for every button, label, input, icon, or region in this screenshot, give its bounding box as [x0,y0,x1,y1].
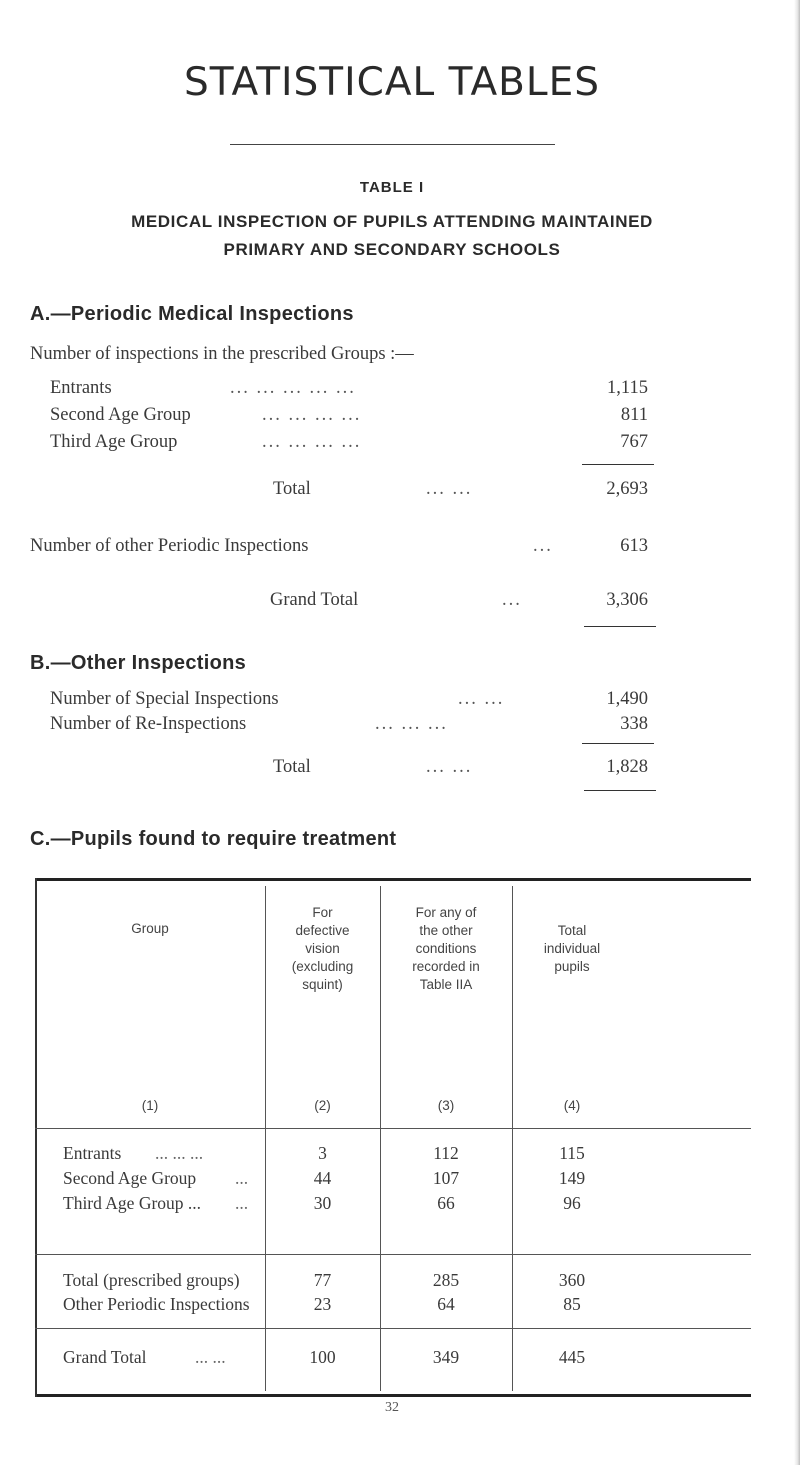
table-cell: 285 [432,1270,460,1290]
title-rule [230,144,555,145]
row-label: Number of other Periodic Inspections [30,536,309,556]
header-group-number: (1) [141,1098,159,1113]
row-label: Second Age Group [50,405,191,425]
header-line: defective [295,923,350,938]
header-rule [35,1128,751,1129]
table-cell: 23 [313,1294,332,1314]
table-cell: 112 [433,1143,459,1163]
header-number: (4) [563,1098,581,1113]
leader-dots: ... [502,590,522,610]
leader-dots: ... ... [195,1347,226,1367]
header-line: pupils [554,959,590,974]
row-value: 2,693 [606,479,648,499]
subtotal-rule [582,464,654,465]
header-line: individual [543,941,601,956]
header-line: vision [305,941,340,956]
table-cell: 107 [432,1168,460,1188]
table-row-label: Entrants [63,1143,122,1163]
header-line: the other [419,923,473,938]
table-row-label: Other Periodic Inspections [63,1294,250,1314]
group-rule [35,1328,751,1329]
row-value: 338 [620,714,648,734]
row-value: 1,115 [607,378,648,398]
leader-dots: ... [235,1193,249,1213]
table-cell: 77 [313,1270,332,1290]
leader-dots: ... ... ... ... [262,405,362,425]
header-line: For [312,905,333,920]
grand-total-rule [584,626,656,627]
page-edge-shadow [794,0,800,1465]
row-label: Grand Total [270,590,359,610]
table-row-label: Third Age Group ... [63,1193,202,1213]
leader-dots: ... ... ... ... ... [230,378,356,398]
header-line: For any of [415,905,477,920]
header-number: (2) [314,1098,331,1113]
leader-dots: ... ... [426,479,473,499]
table-cell: 115 [559,1143,585,1163]
table-bottom-rule [35,1394,751,1397]
row-label: Number of Special Inspections [50,689,279,709]
header-line: squint) [302,977,343,992]
header-other-conditions [380,904,512,994]
table-cell: 445 [558,1347,586,1367]
header-line: conditions [415,941,477,956]
row-label: Total [273,479,311,499]
table-heading-line-1: MEDICAL INSPECTION OF PUPILS ATTENDING MAINTAINED [131,212,653,231]
table-cell: 3 [318,1143,327,1163]
table-cell: 85 [563,1294,581,1314]
row-value: 1,828 [606,757,648,777]
section-c-heading: C.—Pupils found to require treatment [30,828,397,850]
header-group: Group [131,921,169,936]
page-title: STATISTICAL TABLES [184,60,600,105]
table-cell: 66 [437,1193,455,1213]
table-cell: 44 [313,1168,332,1188]
section-a-intro: Number of inspections in the prescribed Groups :— [30,344,414,364]
group-rule [35,1254,751,1255]
header-line: Total [557,923,587,938]
treatment-table [35,878,751,1398]
table-top-rule [35,878,751,881]
page-number: 32 [385,1400,399,1415]
leader-dots: ... ... [458,689,505,709]
leader-dots: ... [533,536,553,556]
table-label: TABLE I [359,179,425,196]
table-cell: 360 [558,1270,586,1290]
table-cell: 64 [437,1294,455,1314]
table-row-label: Second Age Group [63,1168,197,1188]
table-row-label: Total (prescribed groups) [63,1270,240,1290]
table-cell: 149 [558,1168,586,1188]
leader-dots: ... ... ... [375,714,448,734]
row-label: Total [273,757,311,777]
row-value: 811 [620,405,648,425]
section-a-heading: A.—Periodic Medical Inspections [30,303,354,325]
header-line: recorded in [412,959,480,974]
row-value: 1,490 [606,689,648,709]
row-value: 613 [620,536,648,556]
row-label: Third Age Group [50,432,178,452]
subtotal-rule [582,743,654,744]
row-label: Number of Re-Inspections [50,714,247,734]
section-b-heading: B.—Other Inspections [30,652,247,674]
header-number: (3) [437,1098,455,1113]
row-value: 767 [620,432,648,452]
leader-dots: ... [235,1168,249,1188]
table-cell: 30 [313,1193,332,1213]
header-line: (excluding [291,959,354,974]
row-value: 3,306 [606,590,648,610]
table-cell: 349 [432,1347,460,1367]
table-row-label: Grand Total [63,1347,147,1367]
table-left-border [35,878,37,1397]
header-line: Table IIA [419,977,473,992]
header-total-pupils [512,922,751,976]
header-defective-vision [265,904,380,994]
table-cell: 96 [563,1193,581,1213]
leader-dots: ... ... ... ... [262,432,362,452]
table-heading-line-2: PRIMARY AND SECONDARY SCHOOLS [223,240,561,259]
total-rule [584,790,656,791]
leader-dots: ... ... [426,757,473,777]
leader-dots: ... ... ... [155,1143,204,1163]
table-cell: 100 [309,1347,336,1367]
row-label: Entrants [50,378,112,398]
